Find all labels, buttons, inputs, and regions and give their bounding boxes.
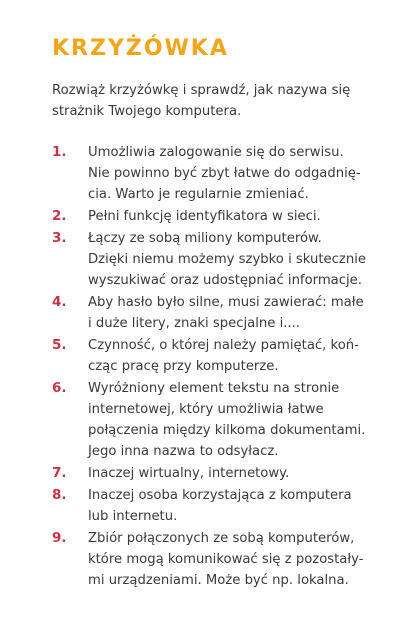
clue-text-line: Umożliwia zalogowanie się do serwisu. [88,145,344,160]
clue-item-9 [52,528,398,591]
clue-text-line: Inaczej osoba korzystająca z komputera [88,488,352,503]
clue-text-line: mi urządzeniami. Może być np. lokalna. [88,573,349,588]
clue-text-line: cząc pracę przy komputerze. [88,359,279,374]
clue-number: 5. [52,337,67,353]
clue-text-line: które mogą komunikować się z pozostały- [88,552,364,567]
clue-number: 7. [52,465,67,481]
clue-text-line: lub internetu. [88,509,178,524]
clue-text-line: połączenia między kilkoma dokumentami. [88,423,366,438]
clue-text-line: Czynność, o której należy pamiętać, koń- [88,338,359,353]
clue-text-line: wyszukiwać oraz udostępniać informacje. [88,273,362,288]
clue-number: 1. [52,144,67,160]
clue-item-8 [52,485,398,527]
clue-number: 8. [52,487,67,503]
clue-text-line: cia. Warto je regularnie zmieniać. [88,187,309,202]
clue-item-4 [52,292,398,334]
intro-text [52,80,398,122]
clue-text-line: Jego inna nazwa to odsyłacz. [88,444,279,459]
clue-text-line: i duże litery, znaki specjalne i.... [88,316,300,331]
clue-text-line: Inaczej wirtualny, internetowy. [88,466,290,481]
clue-number: 4. [52,294,67,310]
clue-text-line: Wyróżniony element tekstu na stronie [88,381,340,396]
clue-item-3 [52,228,398,291]
clue-item-7 [52,463,398,484]
clue-text-line: Aby hasło było silne, musi zawierać: małe [88,295,364,310]
clue-item-1 [52,142,398,205]
clue-item-2 [52,206,398,227]
clue-number: 6. [52,380,67,396]
clue-text-line: Nie powinno być zbyt łatwe do odgadnię- [88,166,361,181]
clue-number: 3. [52,230,67,246]
clue-text-line: Łączy ze sobą miliony komputerów. [88,231,322,246]
intro-line: Rozwiąż krzyżówkę i sprawdź, jak nazywa się [52,83,351,98]
clue-number: 9. [52,530,67,546]
clue-text-line: Dzięki niemu możemy szybko i skutecznie [88,252,366,267]
page-title: KRZYŻÓWKA [52,36,229,61]
clue-text-line: Zbiór połączonych ze sobą komputerów, [88,531,355,546]
clue-number: 2. [52,208,67,224]
clue-item-6 [52,378,398,462]
intro-line: strażnik Twojego komputera. [52,104,242,119]
clue-text-line: internetowej, który umożliwia łatwe [88,402,324,417]
clue-text-line: Pełni funkcję identyfikatora w sieci. [88,209,321,224]
clue-item-5 [52,335,398,377]
clue-list [52,142,398,591]
